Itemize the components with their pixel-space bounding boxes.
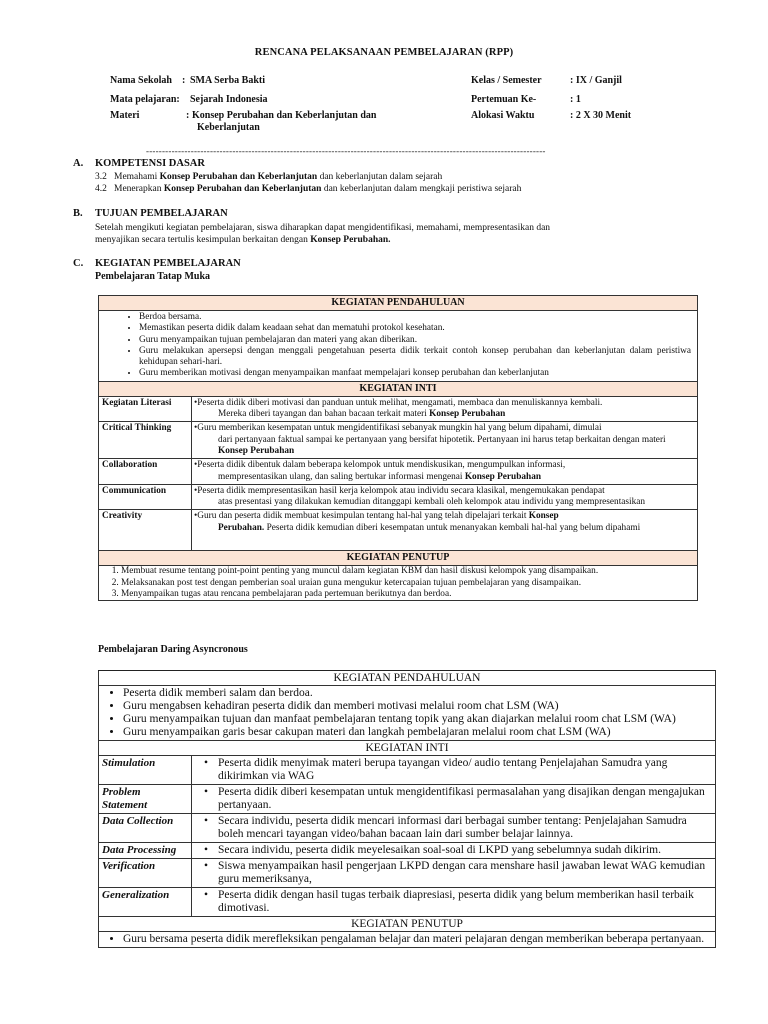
row-bold: Konsep Perubahan xyxy=(218,445,295,456)
section-a-items xyxy=(95,171,715,195)
t2-penutup-list xyxy=(99,933,715,946)
info-sep-school: : xyxy=(182,75,186,86)
row-content xyxy=(192,756,716,785)
row-bold: Konsep Perubahan xyxy=(429,409,506,420)
info-sep-materi: : xyxy=(186,110,190,121)
row-label: Communication xyxy=(99,484,192,510)
row-label: Generalization xyxy=(99,888,192,917)
bullet: • xyxy=(203,815,209,827)
tujuan-text: menyajikan secara tertulis kesimpulan berkaitan dengan xyxy=(95,235,311,245)
table-row xyxy=(99,843,716,859)
info-value-meeting: : 1 xyxy=(570,94,581,105)
row-text: Peserta didik diberi kesempatan untuk mengidentifikasi permasalahan yang disajikan dengan mengajukan pertanyaan. xyxy=(218,786,705,811)
row-bold: Perubahan. xyxy=(218,522,265,533)
info-label-class: Kelas / Semester xyxy=(471,75,542,86)
list-item: • Guru melakukan apersepsi dengan menggali pengetahuan peserta didik terkait contoh konsep perubahan dan keberlanjutan dalam peristiwa kehidupan sehari-hari. xyxy=(139,346,691,369)
bullet: • xyxy=(203,860,209,872)
kd-text-post: dan keberlanjutan dalam sejarah xyxy=(317,172,443,182)
list-item: 2. Melaksanakan post test dengan pemberian soal uraian guna mengukur ketercapaian tujuan pembelajaran yang disampaikan. xyxy=(121,578,691,589)
row-content: •Peserta didik dibentuk dalam beberapa kelompok untuk mendiskusikan, mengumpulkan informasi, mempresentasikan ulang, dan saling bertukar informasi mengenai Konsep Perubahan xyxy=(192,459,698,485)
row-text: Secara individu, peserta didik mencari informasi dari berbagai sumber tentang: Penjelajahan Samudra boleh mencari tayangan video/bahan bacaan lain dari sumber belajar lainnya. xyxy=(218,815,687,840)
info-value-time: : 2 X 30 Menit xyxy=(570,110,632,121)
row-text: atas presentasi yang dilakukan kemudian ditanggapi kembali oleh kelompok atau individu yang mempresentasikan xyxy=(218,497,646,508)
info-label-subject: Mata pelajaran: xyxy=(110,94,180,105)
row-label: Data Collection xyxy=(99,814,192,843)
info-right xyxy=(471,75,711,126)
kd-item xyxy=(95,171,715,183)
t2-penutup-header: KEGIATAN PENUTUP xyxy=(99,917,716,932)
row-bold: Konsep Perubahan xyxy=(464,471,542,482)
info-value-class: : IX / Ganjil xyxy=(570,75,622,86)
t2-inti-header: KEGIATAN INTI xyxy=(99,741,716,756)
row-content: •Guru dan peserta didik membuat kesimpulan tentang hal-hal yang telah dipelajari terkait Konsep Perubahan. Peserta didik kemudian diberi kesempatan untuk menanyakan kembali hal-hal yang belum dipahami xyxy=(192,510,698,551)
row-label: Problem Statement xyxy=(99,785,192,814)
list-item: • Guru menyampaikan garis besar cakupan materi dan langkah pembelajaran melalui room chat LSM (WA) xyxy=(123,726,709,739)
list-item: 3. Menyampaikan tugas atau rencana pembelajaran pada pertemuan berikutnya dan berdoa. xyxy=(121,589,691,600)
tujuan-bold: Konsep Perubahan. xyxy=(310,235,391,245)
section-c-num: C. xyxy=(73,258,84,269)
subtitle-daring: Pembelajaran Daring Asyncronous xyxy=(98,644,248,655)
t1-pendahuluan-header: KEGIATAN PENDAHULUAN xyxy=(99,296,698,311)
row-content xyxy=(192,859,716,888)
info-value-school: SMA Serba Bakti xyxy=(190,75,266,86)
kd-text: Memahami xyxy=(114,172,160,182)
table-daring xyxy=(98,670,716,948)
kd-text: Menerapkan xyxy=(114,184,164,194)
bullet: • xyxy=(203,844,209,856)
row-content xyxy=(192,888,716,917)
table-row xyxy=(99,785,716,814)
info-label-meeting: Pertemuan Ke- xyxy=(471,94,537,105)
table-row xyxy=(99,510,698,551)
row-text: Peserta didik dibentuk dalam beberapa kelompok untuk mendiskusikan, mengumpulkan informasi, xyxy=(197,460,566,471)
list-item: • Guru menyampaikan tujuan pembelajaran dan materi yang akan diberikan. xyxy=(139,335,691,346)
kd-num: 3.2 xyxy=(95,172,107,182)
row-label: Creativity xyxy=(99,510,192,551)
tujuan-line-2 xyxy=(95,234,715,246)
kd-text-post: dan keberlanjutan dalam mengkaji peristiwa sejarah xyxy=(321,184,522,194)
info-value-materi: Konsep Perubahan dan Keberlanjutan dan xyxy=(192,110,377,121)
row-text: Peserta didik mempresentasikan hasil kerja kelompok atau individu secara klasikal, mengemukakan pendapat xyxy=(197,485,605,496)
row-content xyxy=(192,785,716,814)
row-content xyxy=(192,814,716,843)
t2-pendahuluan-header: KEGIATAN PENDAHULUAN xyxy=(99,671,716,686)
section-b-title: TUJUAN PEMBELAJARAN xyxy=(95,208,228,219)
row-text: mempresentasikan ulang, dan saling bertukar informasi mengenai xyxy=(218,471,465,482)
table-row xyxy=(99,888,716,917)
row-text: Peserta didik diberi motivasi dan panduan untuk melihat, mengamati, membaca dan menuliskannya kembali. xyxy=(197,397,603,408)
list-item: • Memastikan peserta didik dalam keadaan sehat dan mematuhi protokol kesehatan. xyxy=(139,323,691,334)
row-label: Critical Thinking xyxy=(99,422,192,459)
row-label: Stimulation xyxy=(99,756,192,785)
t1-penutup-header: KEGIATAN PENUTUP xyxy=(99,551,698,566)
t1-penutup-cell xyxy=(99,566,698,601)
info-value-materi-2: Keberlanjutan xyxy=(197,122,260,133)
document-title: RENCANA PELAKSANAAN PEMBELAJARAN (RPP) xyxy=(254,47,514,58)
section-a-num: A. xyxy=(73,158,84,169)
table-row xyxy=(99,814,716,843)
separator-line: ----------------------------------------------------------------------------------------------------------------------------- xyxy=(146,146,546,156)
row-content: •Guru memberikan kesempatan untuk mengidentifikasi sebanyak mungkin hal yang belum dipahami, dimulai dari pertanyaan faktual sampai ke pertanyaan yang bersifat hipotetik. Pertanyaan ini harus tetap berkaitan dengan materi Konsep Perubahan xyxy=(192,422,698,459)
row-text: dari pertanyaan faktual sampai ke pertanyaan yang bersifat hipotetik. Pertanyaan ini harus tetap berkaitan dengan materi xyxy=(218,434,666,445)
row-label: Kegiatan Literasi xyxy=(99,396,192,422)
list-item: • Guru menyampaikan tujuan dan manfaat pembelajaran tentang topik yang akan diajarkan melalui room chat LSM (WA) xyxy=(123,713,709,726)
row-text: Peserta didik kemudian diberi kesempatan untuk menanyakan kembali hal-hal yang belum dipahami xyxy=(264,522,641,533)
t1-penutup-list xyxy=(99,566,697,600)
subtitle-tatap-muka: Pembelajaran Tatap Muka xyxy=(95,271,211,282)
row-text: Peserta didik menyimak materi berupa tayangan video/ audio tentang Penjelajahan Samudra yang dikirimkan via WAG xyxy=(218,757,668,782)
list-item: • Berdoa bersama. xyxy=(139,312,691,323)
kd-bold: Konsep Perubahan dan Keberlanjutan xyxy=(159,172,318,182)
table-row xyxy=(99,859,716,888)
list-item: • Peserta didik memberi salam dan berdoa. xyxy=(123,687,709,700)
row-text: Guru dan peserta didik membuat kesimpulan tentang hal-hal yang telah dipelajari terkait xyxy=(197,511,529,522)
row-text: Guru memberikan kesempatan untuk mengidentifikasi sebanyak mungkin hal yang belum dipahami, dimulai xyxy=(197,423,602,434)
table-tatap-muka xyxy=(98,295,698,601)
section-b-body xyxy=(95,222,715,246)
row-content: •Peserta didik mempresentasikan hasil kerja kelompok atau individu secara klasikal, mengemukakan pendapat atas presentasi yang dilakukan kemudian ditanggapi kembali oleh kelompok atau individu yang mempresentasikan xyxy=(192,484,698,510)
section-a-title: KOMPETENSI DASAR xyxy=(95,158,205,169)
table-row xyxy=(99,459,698,485)
row-text: Mereka diberi tayangan dan bahan bacaan terkait materi xyxy=(218,409,430,420)
kd-num: 4.2 xyxy=(95,184,107,194)
info-label-materi: Materi xyxy=(110,110,140,121)
row-label: Data Processing xyxy=(99,843,192,859)
kd-item xyxy=(95,183,715,195)
t1-inti-header: KEGIATAN INTI xyxy=(99,381,698,396)
row-text: Siswa menyampaikan hasil pengerjaan LKPD dengan cara menshare hasil jawaban lewat WAG kemudian guru memeriksanya, xyxy=(218,860,706,885)
info-label-time: Alokasi Waktu xyxy=(471,110,535,121)
table-row xyxy=(99,756,716,785)
t2-penutup-cell xyxy=(99,932,716,948)
list-item: 1. Membuat resume tentang point-point penting yang muncul dalam kegiatan KBM dan hasil diskusi kelompok yang disampaikan. xyxy=(121,566,691,577)
t1-pendahuluan-list xyxy=(99,312,697,380)
table-row xyxy=(99,484,698,510)
row-content xyxy=(192,843,716,859)
table-row xyxy=(99,422,698,459)
row-label: Collaboration xyxy=(99,459,192,485)
list-item: • Guru bersama peserta didik merefleksikan pengalaman belajar dan materi pelajaran dengan memberikan beberapa pertanyaan. xyxy=(123,933,709,946)
section-c-title: KEGIATAN PEMBELAJARAN xyxy=(95,258,241,269)
row-text: Secara individu, peserta didik meyelesaikan soal-soal di LKPD yang sebelumnya sudah dikirim. xyxy=(218,844,661,856)
row-text: Peserta didik dengan hasil tugas terbaik diapresiasi, peserta didik yang belum memberikan hasil terbaik dimotivasi. xyxy=(218,889,694,914)
info-label-school: Nama Sekolah xyxy=(110,75,172,86)
info-left xyxy=(110,75,410,138)
info-value-subject: Sejarah Indonesia xyxy=(190,94,268,105)
tujuan-line-1: Setelah mengikuti kegiatan pembelajaran, siswa diharapkan dapat mengidentifikasi, memahami, mempresentasikan dan xyxy=(95,223,551,233)
t1-pendahuluan-cell xyxy=(99,311,698,382)
list-item: • Guru memberikan motivasi dengan menyampaikan manfaat mempelajari konsep perubahan dan keberlanjutan xyxy=(139,368,691,379)
row-bold: Konsep xyxy=(528,511,559,522)
row-label: Verification xyxy=(99,859,192,888)
list-item: • Guru mengabsen kehadiran peserta didik dan memberi motivasi melalui room chat LSM (WA) xyxy=(123,700,709,713)
section-b-num: B. xyxy=(73,208,83,219)
kd-bold: Konsep Perubahan dan Keberlanjutan xyxy=(163,184,322,194)
bullet: • xyxy=(203,889,209,901)
table-row xyxy=(99,396,698,422)
bullet: • xyxy=(203,757,209,769)
bullet: • xyxy=(203,786,209,798)
t2-pendahuluan-cell xyxy=(99,686,716,741)
row-content: •Peserta didik diberi motivasi dan panduan untuk melihat, mengamati, membaca dan menuliskannya kembali. Mereka diberi tayangan dan bahan bacaan terkait materi Konsep Perubahan xyxy=(192,396,698,422)
t2-pendahuluan-list xyxy=(99,687,715,739)
